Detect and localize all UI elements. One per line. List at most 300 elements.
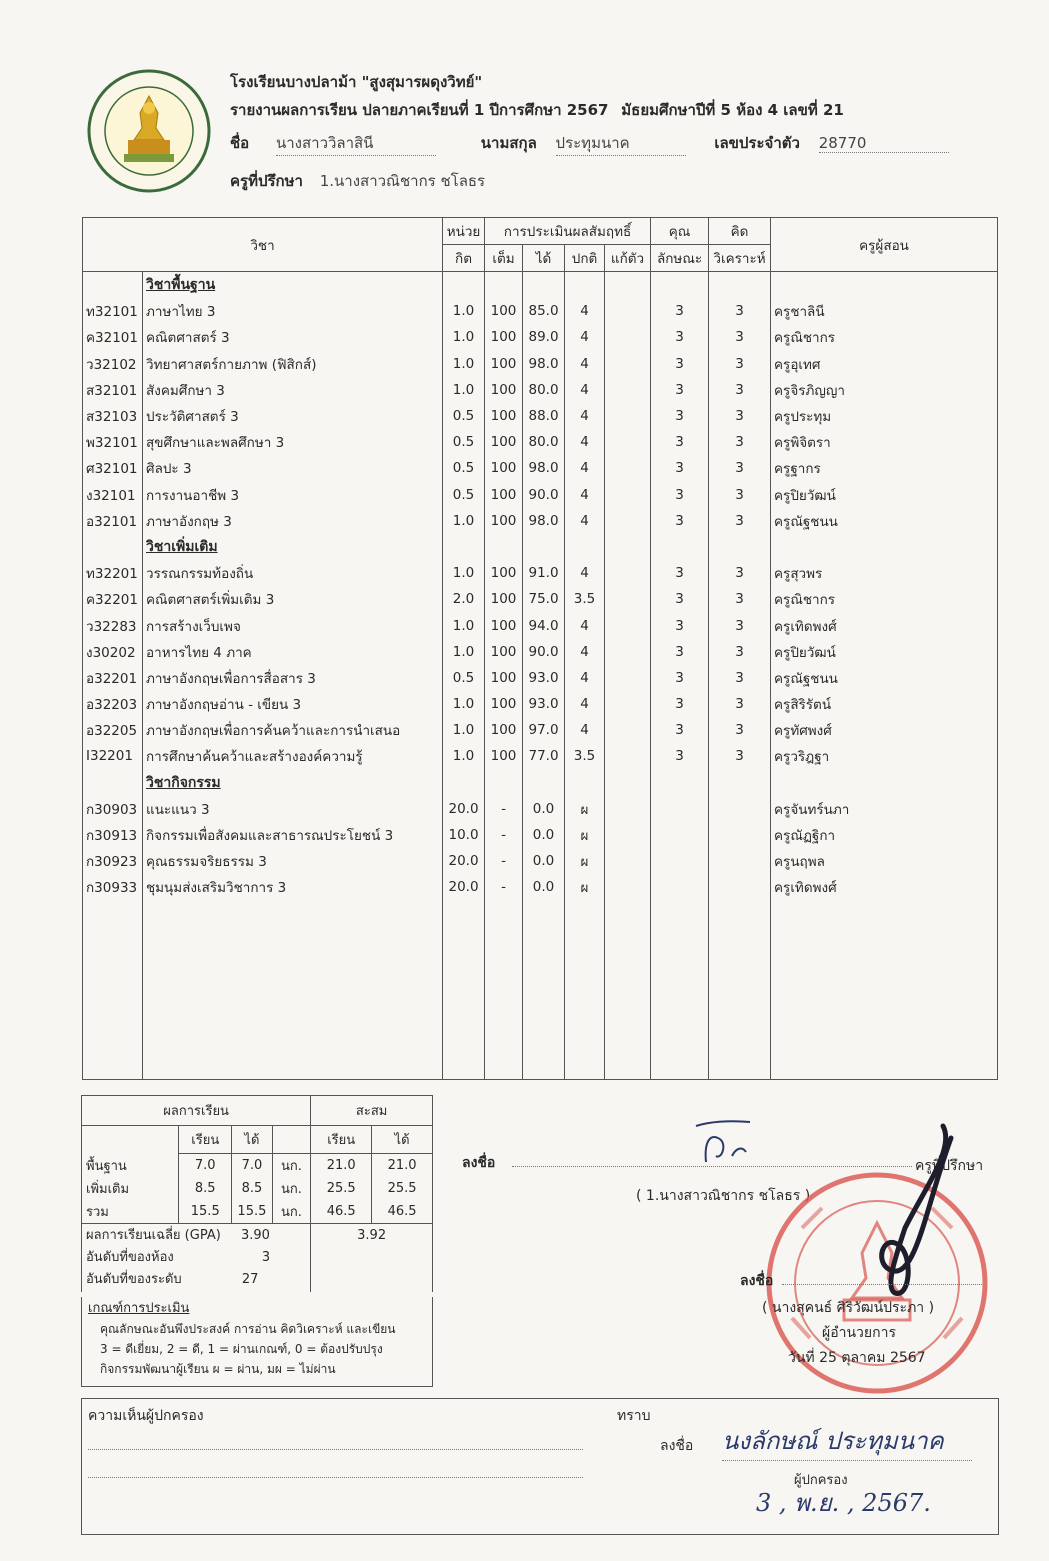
grade: 4 [565,377,605,403]
subject-code: ศ32101 [83,455,143,481]
full-score: 100 [485,508,523,534]
retake-grade [605,324,651,350]
table-row [83,796,998,822]
full-score: - [485,874,523,900]
credit: 1.0 [443,377,485,403]
score: 0.0 [523,796,565,822]
score: 93.0 [523,665,565,691]
summary-got-label: ได้ [232,1126,273,1154]
full-score: - [485,848,523,874]
summary-study: 7.0 [179,1154,232,1178]
grade: 3.5 [565,743,605,769]
grade: 4 [565,429,605,455]
score: 91.0 [523,560,565,586]
full-score: 100 [485,324,523,350]
analytical-thinking: 3 [709,429,771,455]
teacher-name: ครูเทิดพงศ์ [771,612,998,638]
table-row [83,455,998,481]
grade: 4 [565,324,605,350]
school-name: โรงเรียนบางปลาม้า "สูงสุมารผดุงวิทย์" [230,73,483,91]
student-id-label: เลขประจำตัว [714,134,800,152]
analytical-thinking [709,848,771,874]
score: 0.0 [523,848,565,874]
characteristics: 3 [651,482,709,508]
analytical-thinking: 3 [709,743,771,769]
gpa-accum-value: 3.92 [311,1224,433,1293]
teacher-name: ครูสุวพร [771,560,998,586]
analytical-thinking: 3 [709,586,771,612]
table-row [83,743,998,769]
analytical-thinking: 3 [709,639,771,665]
header-full: เต็ม [485,245,523,272]
grades-table [82,217,998,1080]
grade: ผ [565,822,605,848]
subject-code: ส32101 [83,377,143,403]
parent-comment-label: ความเห็นผู้ปกครอง [88,1408,204,1424]
subject-name: วรรณกรรมท้องถิ่น [143,560,443,586]
retake-grade [605,298,651,324]
score: 90.0 [523,482,565,508]
characteristics [651,848,709,874]
subject-name: แนะแนว 3 [143,796,443,822]
teacher-name: ครูสิริรัตน์ [771,691,998,717]
grade: ผ [565,874,605,900]
teacher-name: ครูปิยวัฒน์ [771,639,998,665]
teacher-name: ครูเทิดพงศ์ [771,874,998,900]
score: 98.0 [523,351,565,377]
grade: 4 [565,639,605,665]
grade: 4 [565,508,605,534]
level-rank-value: 27 [241,1272,259,1287]
characteristics [651,874,709,900]
score: 0.0 [523,822,565,848]
score: 80.0 [523,377,565,403]
table-row [83,560,998,586]
subject-name: อาหารไทย 4 ภาค [143,639,443,665]
characteristics: 3 [651,586,709,612]
characteristics: 3 [651,743,709,769]
subject-name: ประวัติศาสตร์ 3 [143,403,443,429]
characteristics: 3 [651,298,709,324]
credit: 0.5 [443,403,485,429]
parent-role: ผู้ปกครอง [794,1473,848,1488]
grades-body [83,272,998,1080]
subject-name: คุณธรรมจริยธรรม 3 [143,848,443,874]
retake-grade [605,665,651,691]
teacher-name: ครูพิจิตรา [771,429,998,455]
subject-name: ชุมนุมส่งเสริมวิชาการ 3 [143,874,443,900]
subject-code: I32201 [83,743,143,769]
subject-code: ส32103 [83,403,143,429]
table-row [83,508,998,534]
credit: 20.0 [443,796,485,822]
header-think-2: วิเคราะห์ [709,245,771,272]
summary-result-label: ผลการเรียน [82,1096,311,1126]
summary-unit: นก. [272,1200,311,1224]
characteristics [651,796,709,822]
full-score: 100 [485,717,523,743]
analytical-thinking: 3 [709,482,771,508]
advisor-line [230,169,485,193]
header-fix: แก้ตัว [605,245,651,272]
full-score: 100 [485,482,523,508]
credit: 1.0 [443,508,485,534]
student-id-value: 28770 [819,134,949,153]
subject-code: ก30923 [83,848,143,874]
table-row [83,691,998,717]
analytical-thinking: 3 [709,691,771,717]
subject-name: คณิตศาสตร์เพิ่มเติม 3 [143,586,443,612]
table-row [83,612,998,638]
subject-name: กิจกรรมเพื่อสังคมและสาธารณประโยชน์ 3 [143,822,443,848]
director-signature-icon [855,1118,965,1318]
teacher-name: ครูณิชากร [771,324,998,350]
grade: 4 [565,455,605,481]
summary-study: 8.5 [179,1177,232,1200]
class-rank-value: 3 [261,1250,271,1265]
subject-code: ท32201 [83,560,143,586]
summary-row [82,1200,433,1224]
grade: 4 [565,482,605,508]
retake-grade [605,508,651,534]
score: 93.0 [523,691,565,717]
header-teacher: ครูผู้สอน [771,218,998,272]
characteristics: 3 [651,377,709,403]
parent-sign-label: ลงชื่อ [660,1438,694,1454]
table-row [83,324,998,350]
header-char-2: ลักษณะ [651,245,709,272]
characteristics: 3 [651,639,709,665]
subject-code: อ32101 [83,508,143,534]
characteristics: 3 [651,508,709,534]
grade: 4 [565,612,605,638]
name-label: ชื่อ [230,134,250,152]
score: 97.0 [523,717,565,743]
level-rank-label: อันดับที่ของระดับ [86,1272,182,1287]
full-score: 100 [485,560,523,586]
credit: 1.0 [443,691,485,717]
teacher-name: ครูฐากร [771,455,998,481]
characteristics: 3 [651,455,709,481]
section-title: วิชาเพิ่มเติม [143,534,443,560]
table-row [83,351,998,377]
analytical-thinking: 3 [709,508,771,534]
score: 89.0 [523,324,565,350]
table-row [83,874,998,900]
subject-name: ภาษาไทย 3 [143,298,443,324]
analytical-thinking: 3 [709,351,771,377]
score: 88.0 [523,403,565,429]
student-name-line [230,131,949,156]
analytical-thinking [709,796,771,822]
summary-row [82,1177,433,1200]
teacher-name: ครูชาลินี [771,298,998,324]
criteria-line-2: 3 = ดีเยี่ยม, 2 = ดี, 1 = ผ่านเกณฑ์, 0 = ต้องปรับปรุง [100,1342,383,1356]
score: 98.0 [523,455,565,481]
summary-study: 15.5 [179,1200,232,1224]
surname-label: นามสกุล [480,134,537,152]
retake-grade [605,743,651,769]
full-score: 100 [485,429,523,455]
credit: 20.0 [443,874,485,900]
retake-grade [605,351,651,377]
parent-comment-box [81,1398,999,1535]
retake-grade [605,455,651,481]
characteristics [651,822,709,848]
section-row [83,272,998,299]
subject-code: อ32205 [83,717,143,743]
subject-name: ภาษาอังกฤษเพื่อการค้นคว้าและการนำเสนอ [143,717,443,743]
grade: 4 [565,403,605,429]
full-score: 100 [485,351,523,377]
score: 80.0 [523,429,565,455]
credit: 1.0 [443,560,485,586]
criteria-line-3: กิจกรรมพัฒนาผู้เรียน ผ = ผ่าน, มผ = ไม่ผ่าน [100,1362,336,1376]
table-row [83,665,998,691]
full-score: 100 [485,743,523,769]
characteristics: 3 [651,665,709,691]
subject-code: ก30903 [83,796,143,822]
parent-comment-line-2[interactable] [88,1477,583,1478]
retake-grade [605,586,651,612]
characteristics: 3 [651,351,709,377]
subject-name: ศิลปะ 3 [143,455,443,481]
credit: 0.5 [443,482,485,508]
table-row [83,298,998,324]
subject-name: การสร้างเว็บเพจ [143,612,443,638]
grade: 4 [565,560,605,586]
characteristics: 3 [651,403,709,429]
teacher-name: ครูอุเทศ [771,351,998,377]
analytical-thinking: 3 [709,665,771,691]
retake-grade [605,482,651,508]
header-credit-1: หน่วย [443,218,485,245]
class-rank-label: อันดับที่ของห้อง [86,1250,174,1265]
characteristics: 3 [651,691,709,717]
subject-code: ง30202 [83,639,143,665]
table-row [83,403,998,429]
credit: 1.0 [443,743,485,769]
parent-ack-label: ทราบ [617,1408,651,1424]
summary-acc-got: 46.5 [372,1200,433,1224]
full-score: 100 [485,377,523,403]
credit: 10.0 [443,822,485,848]
section-row [83,770,998,796]
score: 0.0 [523,874,565,900]
teacher-name: ครูจันทร์นภา [771,796,998,822]
full-score: 100 [485,612,523,638]
characteristics: 3 [651,429,709,455]
subject-code: อ32203 [83,691,143,717]
grade: 4 [565,298,605,324]
full-score: 100 [485,403,523,429]
score: 75.0 [523,586,565,612]
summary-unit: นก. [272,1177,311,1200]
full-score: - [485,822,523,848]
subject-code: ก30913 [83,822,143,848]
advisor-value: 1.นางสาวณิชากร ชโลธร [319,172,486,190]
analytical-thinking [709,822,771,848]
advisor-signature-icon [688,1112,768,1172]
summary-got: 7.0 [232,1154,273,1178]
summary-body [82,1154,433,1224]
summary-unit: นก. [272,1154,311,1178]
table-row [83,848,998,874]
subject-code: ง32101 [83,482,143,508]
retake-grade [605,848,651,874]
school-seal-icon [86,68,212,194]
teacher-name: ครูปิยวัฒน์ [771,482,998,508]
name-value: นางสาววิลาสินี [276,131,436,156]
parent-comment-line-1[interactable] [88,1449,583,1450]
header-subject: วิชา [83,218,443,272]
teacher-name: ครูจิรภิญญา [771,377,998,403]
score: 85.0 [523,298,565,324]
teacher-name: ครูวริฎฐา [771,743,998,769]
criteria-title: เกณฑ์การประเมิน [88,1301,190,1316]
retake-grade [605,403,651,429]
summary-accum-label: สะสม [311,1096,433,1126]
table-row [83,586,998,612]
analytical-thinking [709,874,771,900]
teacher-name: ครูณัฐชนน [771,508,998,534]
summary-acc-study: 21.0 [311,1154,372,1178]
summary-acc-got-label: ได้ [372,1126,433,1154]
full-score: 100 [485,298,523,324]
director-sign-line [782,1284,982,1285]
subject-name: ภาษาอังกฤษอ่าน - เขียน 3 [143,691,443,717]
header-char-1: คุณ [651,218,709,245]
retake-grade [605,796,651,822]
criteria-line-1: คุณลักษณะอันพึงประสงค์ การอ่าน คิดวิเคราะห์ และเขียน [100,1322,396,1336]
retake-grade [605,874,651,900]
subject-code: ค32201 [83,586,143,612]
report-title: รายงานผลการเรียน ปลายภาคเรียนที่ 1 ปีการศึกษา 2567 [230,101,609,119]
characteristics: 3 [651,560,709,586]
table-row [83,822,998,848]
teacher-name: ครูประทุม [771,403,998,429]
summary-table [81,1095,433,1292]
advisor-sign-label: ลงชื่อ [462,1155,496,1171]
analytical-thinking: 3 [709,298,771,324]
report-title-line [230,98,844,122]
summary-row [82,1154,433,1178]
full-score: 100 [485,455,523,481]
retake-grade [605,429,651,455]
score: 77.0 [523,743,565,769]
header-think-1: คิด [709,218,771,245]
grade: 3.5 [565,586,605,612]
credit: 1.0 [443,298,485,324]
header-assessment: การประเมินผลสัมฤทธิ์ [485,218,651,245]
table-row [83,717,998,743]
parent-handwritten-date: 3 , พ.ย. , 2567. [756,1489,931,1517]
subject-code: อ32201 [83,665,143,691]
subject-name: ภาษาอังกฤษเพื่อการสื่อสาร 3 [143,665,443,691]
table-row [83,639,998,665]
full-score: 100 [485,691,523,717]
gpa-value: 3.90 [240,1228,270,1243]
characteristics: 3 [651,324,709,350]
summary-row-label: รวม [82,1200,179,1224]
summary-acc-study: 25.5 [311,1177,372,1200]
subject-name: สังคมศึกษา 3 [143,377,443,403]
subject-code: ว32283 [83,612,143,638]
credit: 0.5 [443,429,485,455]
teacher-name: ครูนฤพล [771,848,998,874]
advisor-label: ครูที่ปรึกษา [230,172,303,190]
summary-row-label: เพิ่มเติม [82,1177,179,1200]
teacher-name: ครูณัฏฐิกา [771,822,998,848]
credit: 1.0 [443,717,485,743]
score: 98.0 [523,508,565,534]
full-score: 100 [485,665,523,691]
advisor-role: ครูที่ปรึกษา [915,1158,984,1174]
director-date: วันที่ 25 ตุลาคม 2567 [788,1350,926,1366]
summary-acc-study: 46.5 [311,1200,372,1224]
analytical-thinking: 3 [709,324,771,350]
summary-gpa-block [82,1224,311,1293]
credit: 20.0 [443,848,485,874]
teacher-name: ครูทัศพงศ์ [771,717,998,743]
subject-name: สุขศึกษาและพลศึกษา 3 [143,429,443,455]
summary-acc-study-label: เรียน [311,1126,372,1154]
table-row [83,377,998,403]
credit: 1.0 [443,639,485,665]
analytical-thinking: 3 [709,612,771,638]
analytical-thinking: 3 [709,560,771,586]
teacher-name: ครูณัฐชนน [771,665,998,691]
criteria-box [81,1297,433,1387]
retake-grade [605,691,651,717]
header-credit-2: กิต [443,245,485,272]
table-row [83,482,998,508]
director-role: ผู้อำนวยการ [822,1325,896,1341]
section-row [83,534,998,560]
header-normal: ปกติ [565,245,605,272]
summary-acc-got: 25.5 [372,1177,433,1200]
section-title: วิชากิจกรรม [143,770,443,796]
summary-got: 8.5 [232,1177,273,1200]
analytical-thinking: 3 [709,403,771,429]
credit: 1.0 [443,612,485,638]
subject-name: วิทยาศาสตร์กายภาพ (ฟิสิกส์) [143,351,443,377]
analytical-thinking: 3 [709,455,771,481]
grade: ผ [565,796,605,822]
summary-acc-got: 21.0 [372,1154,433,1178]
subject-code: ก30933 [83,874,143,900]
summary-row-label: พื้นฐาน [82,1154,179,1178]
subject-name: ภาษาอังกฤษ 3 [143,508,443,534]
full-score: 100 [485,639,523,665]
subject-name: การศึกษาค้นคว้าและสร้างองค์ความรู้ [143,743,443,769]
credit: 0.5 [443,455,485,481]
surname-value: ประทุมนาค [556,131,686,156]
subject-code: ท32101 [83,298,143,324]
header-got: ได้ [523,245,565,272]
subject-code: ค32101 [83,324,143,350]
teacher-name: ครูณิชากร [771,586,998,612]
grade: ผ [565,848,605,874]
grade: 4 [565,351,605,377]
subject-code: พ32101 [83,429,143,455]
summary-study-label: เรียน [179,1126,232,1154]
table-row [83,429,998,455]
retake-grade [605,612,651,638]
subject-code: ว32102 [83,351,143,377]
table-filler [83,901,998,1080]
score: 94.0 [523,612,565,638]
